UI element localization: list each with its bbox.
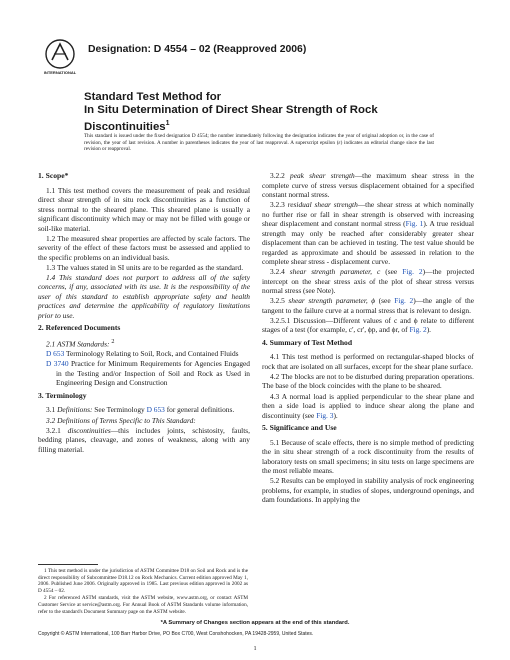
title-line-1: Standard Test Method for	[84, 91, 222, 103]
left-column	[38, 171, 250, 455]
summary-of-changes-note: *A Summary of Changes section appears at the end of this standard.	[160, 620, 350, 626]
link-fig-2-c[interactable]: Fig. 2	[409, 325, 427, 335]
section-heading-summary: 4. Summary of Test Method	[262, 337, 353, 347]
reference-d3740: D 3740 Practice for Minimum Requirements for Agencies Engaged in the Testing and/or Inspection of Soil and Rock as Used in Engineering Design and Construction	[46, 359, 250, 388]
paragraph-3-2-1: 3.2.1 discontinuities—this includes joints, schistosity, faults, bedding planes, cleavage, and zones of weakness, along with any filling material.	[38, 425, 250, 454]
link-fig-1[interactable]: Fig. 1	[405, 219, 424, 229]
svg-text:INTERNATIONAL: INTERNATIONAL	[43, 70, 77, 75]
paragraph-5-2: 5.2 Results can be employed in stability analysis of rock engineering problems, for example, in studies of slopes, underground openings, and dam foundations. In applying the	[262, 476, 474, 505]
paragraph-3-2-3: 3.2.3 residual shear strength—the shear stress at which nominally no further rise or fall in shear strength is observed with increasing shear displacement and constant normal stress (Fig. 1). A true residual strength may only be reached after considerably greater shear displacement than can be achieved in testing. The test value should be regarded as approximate and should be assessed in relation to the complete shear stress - displacement curve.	[262, 200, 474, 267]
document-title	[84, 91, 444, 134]
section-heading-scope: 1. Scope*	[38, 171, 69, 180]
link-d3740[interactable]: D 3740	[46, 359, 69, 369]
footnote-1: 1 This test method is under the jurisdiction of ASTM Committee D18 on Soil and Rock and is the direct responsibility of Subcommittee D18.12 on Rock Mechanics. Current edition approved May 1, 2006. Published June 2006. Originally approved in 1985. Last previous edition approved in 2002 as D 4554 – 02.	[38, 568, 248, 594]
paragraph-2-1: 2.1 ASTM Standards: $^2$	[46, 338, 115, 349]
link-d653-terminology[interactable]: D 653	[146, 405, 165, 415]
footnote-divider	[38, 564, 98, 565]
footnotes	[38, 568, 248, 616]
paragraph-1-2: 1.2 The measured shear properties are affected by scale factors. The severity of the effect of these factors must be assessed and applied to the specific problems on an individual basis.	[38, 233, 250, 262]
link-fig-2-a[interactable]: Fig. 2	[402, 267, 423, 277]
paragraph-5-1: 5.1 Because of scale effects, there is no simple method of predicting the in situ shear strength of a rock discontinuity from the results of laboratory tests on small specimens; in situ tests on large specimens are the most reliable means.	[262, 437, 474, 476]
astm-logo	[40, 36, 80, 76]
paragraph-4-1: 4.1 This test method is performed on rectangular-shaped blocks of rock that are isolated on all surfaces, except for the shear plane surface.	[262, 352, 474, 371]
paragraph-1-4: 1.4 This standard does not purport to address all of the safety concerns, if any, associated with its use. It is the responsibility of the user of this standard to establish appropriate safety and health practices and determine the applicability of regulatory limitations prior to use.	[38, 272, 250, 320]
paragraph-4-3: 4.3 A normal load is applied perpendicular to the shear plane and then a side load is applied to induce shear along the plane and discontinuity (see Fig. 3).	[262, 391, 474, 420]
link-d653[interactable]: D 653	[46, 349, 65, 359]
reference-d653: D 653 Terminology Relating to Soil, Rock, and Contained Fluids	[46, 349, 239, 359]
paragraph-3-2-5-1: 3.2.5.1 Discussion—Different values of c and ϕ relate to different stages of a test (for example, c', cr', ϕp, and ϕr, of Fig. 2).	[262, 315, 474, 335]
title-footnote-mark: 1	[165, 120, 170, 127]
paragraph-1-1: 1.1 This test method covers the measurement of peak and residual direct shear strength of in situ rock discontinuities as a function of stress normal to the sheared plane. This sheared plane is usually a significant discontinuity which may or may not be filled with gouge or soil-like material.	[38, 185, 250, 233]
paragraph-3-2-4: 3.2.4 shear strength parameter, c (see Fig. 2)—the projected intercept on the shear stress axis of the plot of shear stress versus normal stress (see Note).	[262, 267, 475, 296]
paragraph-4-2: 4.2 The blocks are not to be disturbed during preparation operations. The base of the block coincides with the plane to be sheared.	[262, 371, 474, 391]
link-fig-2-b[interactable]: Fig. 2	[394, 296, 414, 306]
page-number: 1	[253, 645, 257, 652]
paragraph-1-3: 1.3 The values stated in SI units are to be regarded as the standard.	[46, 262, 244, 272]
right-column	[262, 171, 474, 505]
preamble: This standard is issued under the fixed designation D 4554; the number immediately following the designation indicates the year of original adoption or, in the case of revision, the year of last revision. A number in parentheses indicates the year of last reapproval. A superscript epsilon (ε) indicates an editorial change since the last revision or reapproval.	[84, 133, 434, 152]
section-heading-significance: 5. Significance and Use	[262, 423, 337, 433]
paragraph-3-2-5: 3.2.5 shear strength parameter, ϕ (see Fig. 2)—the angle of the tangent to the failure curve at a normal stress that is relevant to design.	[262, 296, 474, 315]
title-line-2: In Situ Determination of Direct Shear Strength of Rock	[84, 104, 378, 116]
paragraph-3-2: 3.2 Definitions of Terms Specific to This Standard:	[46, 415, 196, 425]
footnote-2: 2 For referenced ASTM standards, visit the ASTM website, www.astm.org, or contact ASTM Customer Service at service@astm.org. For Annual Book of ASTM Standards volume information, refer to the standard's Document Summary page on the ASTM website.	[38, 595, 248, 615]
paragraph-3-2-2: 3.2.2 peak shear strength—the maximum shear stress in the complete curve of stress versus displacement obtained for a specified constant normal stress.	[262, 171, 474, 199]
copyright: Copyright © ASTM International, 100 Barr Harbor Drive, PO Box C700, West Conshohocken, PA 19428-2959, United States.	[38, 631, 314, 637]
title-line-3: Discontinuities$^1$	[84, 120, 170, 133]
designation: Designation: D 4554 – 02 (Reapproved 2006)	[88, 44, 307, 55]
section-heading-terminology: 3. Terminology	[38, 390, 87, 400]
section-heading-referenced-documents: 2. Referenced Documents	[38, 323, 121, 333]
link-fig-3[interactable]: Fig. 3	[316, 410, 334, 420]
paragraph-3-1: 3.1 Definitions: See Terminology D 653 for general definitions.	[46, 405, 235, 415]
